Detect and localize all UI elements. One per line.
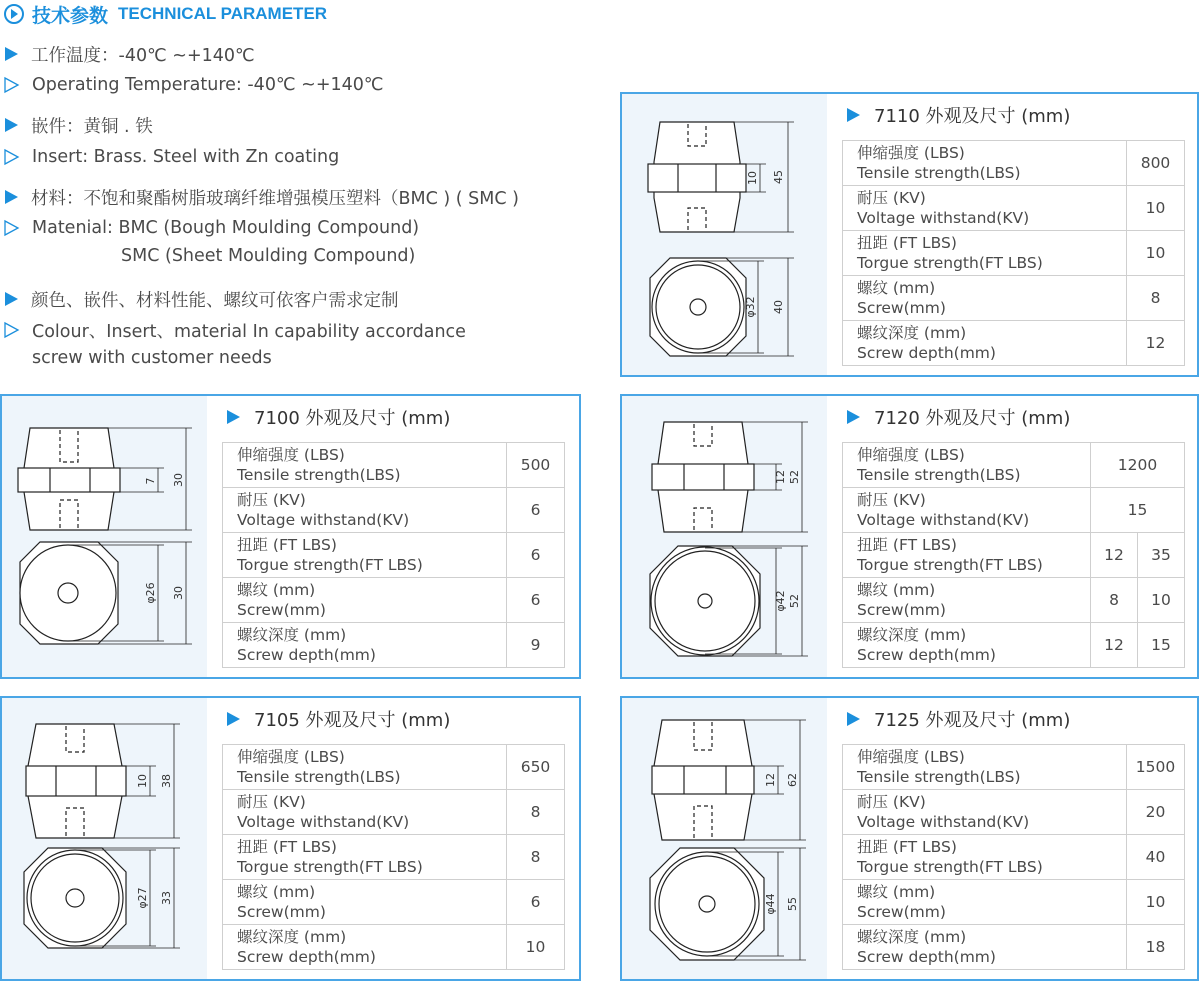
torque-value-a: 12 — [1091, 533, 1138, 578]
dim-width: 30 — [172, 586, 185, 600]
dim-height: 45 — [772, 170, 785, 184]
depth-value: 9 — [507, 623, 565, 668]
bullet-outline-arrow-icon — [3, 76, 21, 94]
product-panel-7105 — [0, 696, 581, 981]
dim-height: 62 — [786, 773, 799, 787]
table-row: 螺纹 (mm) Screw(mm) 6 — [223, 880, 565, 925]
product-panel-7110 — [620, 92, 1199, 377]
table-row: 扭距 (FT LBS) Torgue strength(FT LBS) 12 35 — [843, 533, 1185, 578]
table-row: 伸缩强度 (LBS) Tensile strength(LBS) 1500 — [843, 745, 1185, 790]
insulator-drawing-7100 — [2, 396, 207, 677]
screw-value: 10 — [1127, 880, 1185, 925]
panel-title: 7110 外观及尺寸 (mm) — [847, 102, 1070, 128]
spec-table-7105 — [222, 744, 565, 970]
spec-material-cn: 材料：不饱和聚酯树脂玻璃纤维增强模压塑料（BMC ) ( SMC ) — [0, 185, 519, 209]
dim-width: 33 — [160, 891, 173, 905]
spec-custom-cn: 颜色、嵌件、材料性能、螺纹可依客户需求定制 — [0, 287, 399, 311]
table-row: 扭距 (FT LBS) Torgue strength(FT LBS) 6 — [223, 533, 565, 578]
tensile-value: 800 — [1127, 141, 1185, 186]
voltage-value: 6 — [507, 488, 565, 533]
drawing-area — [2, 698, 207, 979]
dim-height: 30 — [172, 473, 185, 487]
voltage-value: 20 — [1127, 790, 1185, 835]
product-panel-7100 — [0, 394, 581, 679]
voltage-value: 8 — [507, 790, 565, 835]
dim-diameter: φ27 — [136, 887, 149, 909]
insulator-drawing-7110 — [622, 94, 827, 375]
table-row: 伸缩强度 (LBS) Tensile strength(LBS) 1200 — [843, 443, 1185, 488]
spec-table-7125 — [842, 744, 1185, 970]
dim-height: 52 — [788, 470, 801, 484]
table-row: 螺纹深度 (mm) Screw depth(mm) 10 — [223, 925, 565, 970]
spec-table-7110 — [842, 140, 1185, 366]
bullet-outline-arrow-icon — [3, 148, 21, 166]
dim-band: 10 — [136, 774, 149, 788]
tensile-value: 500 — [507, 443, 565, 488]
panel-title: 7105 外观及尺寸 (mm) — [227, 706, 450, 732]
screw-value: 6 — [507, 880, 565, 925]
bullet-arrow-icon — [227, 712, 240, 726]
insulator-drawing-7105 — [2, 698, 207, 979]
dim-band: 12 — [774, 470, 787, 484]
voltage-value: 10 — [1127, 186, 1185, 231]
play-circle-icon — [4, 4, 24, 24]
table-row: 耐压 (KV) Voltage withstand(KV) 6 — [223, 488, 565, 533]
torque-value: 40 — [1127, 835, 1185, 880]
drawing-area — [2, 396, 207, 677]
dim-band: 7 — [144, 477, 157, 485]
table-row: 伸缩强度 (LBS) Tensile strength(LBS) 650 — [223, 745, 565, 790]
bullet-arrow-icon — [5, 292, 18, 306]
table-row: 螺纹 (mm) Screw(mm) 8 10 — [843, 578, 1185, 623]
drawing-area — [622, 396, 827, 677]
depth-value: 18 — [1127, 925, 1185, 970]
dim-diameter: φ32 — [744, 296, 757, 318]
product-panel-7125 — [620, 696, 1199, 981]
table-row: 伸缩强度 (LBS) Tensile strength(LBS) 800 — [843, 141, 1185, 186]
table-row: 螺纹深度 (mm) Screw depth(mm) 12 — [843, 321, 1185, 366]
title-english: TECHNICAL PARAMETER — [118, 4, 328, 23]
table-row: 扭距 (FT LBS) Torgue strength(FT LBS) 10 — [843, 231, 1185, 276]
spec-material-en: Matenial: BMC (Bough Moulding Compound) — [0, 216, 419, 240]
spec-insert-en: Insert: Brass. Steel with Zn coating — [0, 145, 339, 169]
table-row: 耐压 (KV) Voltage withstand(KV) 10 — [843, 186, 1185, 231]
insulator-drawing-7120 — [622, 396, 827, 677]
table-row: 耐压 (KV) Voltage withstand(KV) 15 — [843, 488, 1185, 533]
bullet-arrow-icon — [847, 410, 860, 424]
dim-band: 12 — [764, 773, 777, 787]
drawing-area — [622, 698, 827, 979]
dim-width: 40 — [772, 300, 785, 314]
screw-value: 8 — [1127, 276, 1185, 321]
table-row: 螺纹深度 (mm) Screw depth(mm) 18 — [843, 925, 1185, 970]
bullet-arrow-icon — [5, 190, 18, 204]
tensile-value: 650 — [507, 745, 565, 790]
table-row: 伸缩强度 (LBS) Tensile strength(LBS) 500 — [223, 443, 565, 488]
torque-value-b: 35 — [1138, 533, 1185, 578]
screw-value: 6 — [507, 578, 565, 623]
table-row: 螺纹 (mm) Screw(mm) 8 — [843, 276, 1185, 321]
bullet-outline-arrow-icon — [3, 219, 21, 237]
product-panel-7120 — [620, 394, 1199, 679]
dim-band: 10 — [746, 171, 759, 185]
drawing-area — [622, 94, 827, 375]
bullet-arrow-icon — [847, 712, 860, 726]
spec-custom-en: Colour、Insert、material In capability accordance — [0, 318, 466, 342]
bullet-arrow-icon — [5, 47, 18, 61]
spec-table-7100 — [222, 442, 565, 668]
spec-temperature-cn: 工作温度：-40℃ ~+140℃ — [0, 42, 255, 66]
panel-title: 7120 外观及尺寸 (mm) — [847, 404, 1070, 430]
voltage-value: 15 — [1091, 488, 1185, 533]
depth-value-b: 15 — [1138, 623, 1185, 668]
spec-material-en-2: SMC (Sheet Moulding Compound) — [121, 246, 416, 266]
screw-value-b: 10 — [1138, 578, 1185, 623]
dim-diameter: φ44 — [764, 893, 777, 915]
spec-insert-cn: 嵌件：黄铜 . 铁 — [0, 113, 153, 137]
torque-value: 6 — [507, 533, 565, 578]
dim-width: 52 — [788, 594, 801, 608]
dim-width: 55 — [786, 897, 799, 911]
tensile-value: 1500 — [1127, 745, 1185, 790]
screw-value-a: 8 — [1091, 578, 1138, 623]
spec-table-7120 — [842, 442, 1185, 668]
panel-title: 7125 外观及尺寸 (mm) — [847, 706, 1070, 732]
table-row: 螺纹深度 (mm) Screw depth(mm) 9 — [223, 623, 565, 668]
tensile-value: 1200 — [1091, 443, 1185, 488]
spec-temperature-en: Operating Temperature: -40℃ ~+140℃ — [0, 73, 384, 97]
table-row: 螺纹深度 (mm) Screw depth(mm) 12 15 — [843, 623, 1185, 668]
insulator-drawing-7125 — [622, 698, 827, 979]
section-header — [4, 2, 327, 26]
depth-value: 12 — [1127, 321, 1185, 366]
bullet-arrow-icon — [227, 410, 240, 424]
bullet-outline-arrow-icon — [3, 321, 21, 339]
depth-value: 10 — [507, 925, 565, 970]
table-row: 螺纹 (mm) Screw(mm) 10 — [843, 880, 1185, 925]
bullet-arrow-icon — [5, 118, 18, 132]
dim-height: 38 — [160, 774, 173, 788]
bullet-arrow-icon — [847, 108, 860, 122]
title-chinese: 技术参数 — [32, 4, 109, 27]
table-row: 扭距 (FT LBS) Torgue strength(FT LBS) 40 — [843, 835, 1185, 880]
spec-custom-en-2: screw with customer needs — [32, 348, 272, 368]
torque-value: 10 — [1127, 231, 1185, 276]
dim-diameter: φ26 — [144, 582, 157, 604]
table-row: 耐压 (KV) Voltage withstand(KV) 8 — [223, 790, 565, 835]
panel-title: 7100 外观及尺寸 (mm) — [227, 404, 450, 430]
table-row: 扭距 (FT LBS) Torgue strength(FT LBS) 8 — [223, 835, 565, 880]
dim-diameter: φ42 — [774, 590, 787, 612]
table-row: 耐压 (KV) Voltage withstand(KV) 20 — [843, 790, 1185, 835]
table-row: 螺纹 (mm) Screw(mm) 6 — [223, 578, 565, 623]
torque-value: 8 — [507, 835, 565, 880]
depth-value-a: 12 — [1091, 623, 1138, 668]
